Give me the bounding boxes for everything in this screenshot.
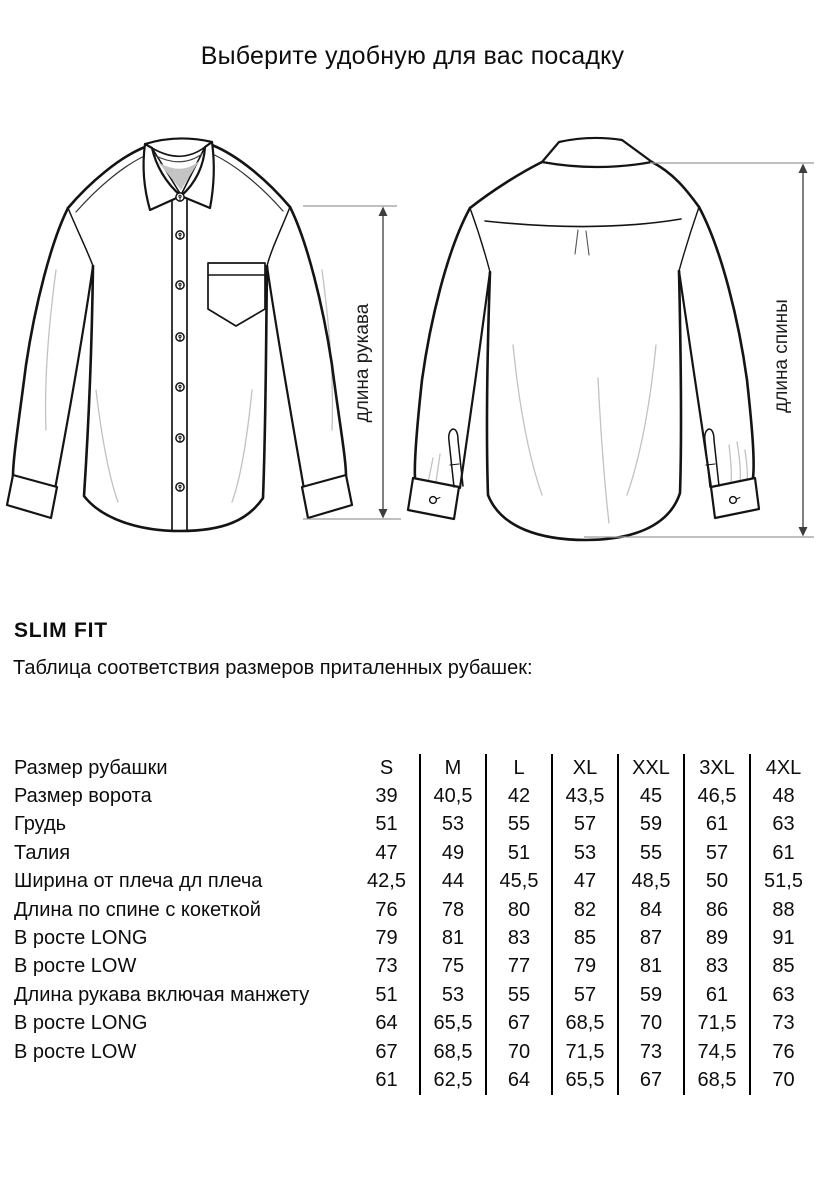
size-value: 75: [420, 953, 486, 981]
size-value: 80: [486, 896, 552, 924]
size-value: 86: [684, 896, 750, 924]
size-value: 42: [486, 782, 552, 810]
table-row: [14, 839, 816, 867]
size-value: 87: [618, 924, 684, 952]
size-value: 68,5: [552, 1010, 618, 1038]
size-value: 65,5: [420, 1010, 486, 1038]
size-value: 61: [684, 981, 750, 1009]
size-column-header: XL: [552, 754, 618, 782]
table-row: [14, 981, 816, 1009]
size-value: 47: [552, 868, 618, 896]
size-value: 76: [375, 898, 398, 921]
size-column-header: L: [486, 754, 552, 782]
sleeve-length-label: длина рукава: [352, 303, 373, 423]
back-length-arrow: [584, 163, 814, 537]
size-value: 85: [552, 924, 618, 952]
size-value: 61: [750, 839, 816, 867]
size-value: 67: [618, 1066, 684, 1094]
size-value: 62,5: [420, 1066, 486, 1094]
size-value: 85: [750, 953, 816, 981]
size-value: 55: [618, 839, 684, 867]
size-value: 70: [618, 1010, 684, 1038]
size-value: 48,5: [618, 868, 684, 896]
size-value: 63: [750, 811, 816, 839]
row-label: Грудь: [14, 813, 67, 836]
size-column-header: 4XL: [750, 754, 816, 782]
size-value: 50: [684, 868, 750, 896]
size-value: 70: [750, 1066, 816, 1094]
back-length-label: длина спины: [771, 299, 792, 413]
chest-pocket: [208, 263, 265, 326]
table-row: [14, 1066, 816, 1094]
size-value: 47: [375, 841, 398, 864]
size-value: 68,5: [684, 1066, 750, 1094]
row-label: Размер рубашки: [14, 756, 168, 779]
row-label: В росте LONG: [14, 927, 148, 950]
table-row: [14, 896, 816, 924]
size-value: 63: [750, 981, 816, 1009]
shirt-back-drawing: [408, 138, 759, 540]
row-label: В росте LOW: [14, 955, 137, 978]
size-value: 64: [375, 1012, 398, 1035]
table-row: [14, 1010, 816, 1038]
size-value: 81: [618, 953, 684, 981]
size-value: 51: [375, 813, 398, 836]
size-column-header: S: [379, 756, 394, 779]
size-value: 73: [750, 1010, 816, 1038]
front-cuffs: [7, 475, 352, 518]
size-value: 40,5: [420, 782, 486, 810]
button-placket: [172, 200, 187, 530]
size-value: 79: [375, 927, 398, 950]
size-value: 57: [552, 811, 618, 839]
size-value: 77: [486, 953, 552, 981]
size-value: 55: [486, 811, 552, 839]
size-column-header: 3XL: [684, 754, 750, 782]
row-label: Талия: [14, 841, 71, 864]
size-column-header: M: [420, 754, 486, 782]
table-row: [14, 868, 816, 896]
shirt-front-drawing: [7, 138, 352, 531]
size-value: 42,5: [367, 870, 406, 893]
back-collar: [542, 138, 652, 167]
size-value: 45: [618, 782, 684, 810]
table-row: [14, 782, 816, 810]
size-value: 61: [684, 811, 750, 839]
size-value: 53: [420, 811, 486, 839]
size-value: 45,5: [486, 868, 552, 896]
row-label: В росте LOW: [14, 1040, 137, 1063]
shirt-measurement-diagram: [0, 120, 825, 565]
front-buttons: [176, 193, 184, 491]
page-title: Выберите удобную для вас посадку: [200, 42, 625, 70]
size-value: 70: [486, 1038, 552, 1066]
size-value: 71,5: [684, 1010, 750, 1038]
size-value: 51: [375, 983, 398, 1006]
size-column-header: XXL: [618, 754, 684, 782]
fit-heading: SLIM FIT: [14, 619, 108, 642]
table-row: [14, 811, 816, 839]
size-value: 67: [375, 1040, 398, 1063]
size-value: 59: [618, 981, 684, 1009]
row-label: Длина рукава включая манжету: [14, 983, 310, 1006]
size-value: 61: [375, 1068, 398, 1091]
back-pleat-lines: [575, 230, 589, 255]
table-header-row: [14, 754, 816, 782]
size-value: 79: [552, 953, 618, 981]
table-row: [14, 953, 816, 981]
size-value: 46,5: [684, 782, 750, 810]
size-value: 59: [618, 811, 684, 839]
row-label: Размер ворота: [14, 785, 152, 808]
size-value: 67: [486, 1010, 552, 1038]
table-row: [14, 924, 816, 952]
size-value: 57: [552, 981, 618, 1009]
sleeve-length-arrow: [303, 206, 401, 519]
size-value: 82: [552, 896, 618, 924]
size-value: 83: [486, 924, 552, 952]
size-value: 53: [420, 981, 486, 1009]
size-value: 57: [684, 839, 750, 867]
size-value: 64: [486, 1066, 552, 1094]
size-value: 49: [420, 839, 486, 867]
size-value: 68,5: [420, 1038, 486, 1066]
row-label: [14, 1066, 354, 1094]
sleeve-plackets: [449, 429, 719, 487]
size-value: 84: [618, 896, 684, 924]
size-value: 73: [618, 1038, 684, 1066]
size-value: 48: [750, 782, 816, 810]
table-subtitle: Таблица соответствия размеров приталенных рубашек:: [13, 657, 533, 679]
size-value: 65,5: [552, 1066, 618, 1094]
row-label: В росте LONG: [14, 1012, 148, 1035]
row-label: Длина по спине с кокеткой: [14, 898, 261, 921]
size-value: 39: [375, 785, 398, 808]
size-value: 53: [552, 839, 618, 867]
size-value: 88: [750, 896, 816, 924]
row-label: Ширина от плеча дл плеча: [14, 870, 263, 893]
size-value: 43,5: [552, 782, 618, 810]
cuff-buttons: [430, 497, 740, 504]
size-value: 83: [684, 953, 750, 981]
table-row: [14, 1038, 816, 1066]
size-value: 89: [684, 924, 750, 952]
size-value: 78: [420, 896, 486, 924]
size-table: [14, 754, 816, 1095]
size-value: 73: [375, 955, 398, 978]
size-value: 55: [486, 981, 552, 1009]
size-value: 76: [750, 1038, 816, 1066]
size-value: 74,5: [684, 1038, 750, 1066]
size-value: 91: [750, 924, 816, 952]
size-value: 81: [420, 924, 486, 952]
size-value: 44: [420, 868, 486, 896]
size-value: 71,5: [552, 1038, 618, 1066]
size-value: 51: [486, 839, 552, 867]
size-value: 51,5: [750, 868, 816, 896]
